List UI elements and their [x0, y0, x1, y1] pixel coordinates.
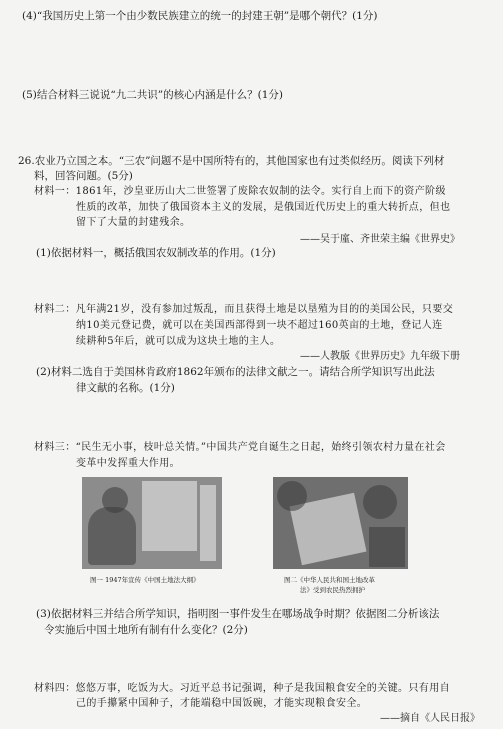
- q26-intro-line1: 26.农业乃立国之本。“三农”问题不是中国所特有的，其他国家也有过类似经历。阅读下列材: [18, 155, 445, 167]
- question-4: (4)“我国历史上第一个由少数民族建立的统一的封建王朝”是哪个朝代？(1分): [22, 10, 378, 22]
- material-1-line3: 留下了大量的封建残余。: [76, 217, 191, 228]
- sub-question-3-line1: (3)依据材料三并结合所学知识，指明图一事件发生在哪场战争时期？依据图二分析该法: [36, 608, 440, 620]
- material-2-line1: 材料二：凡年满21岁，没有参加过叛乱，而且获得土地是以垦殖为目的的美国公民，只要交: [34, 304, 454, 315]
- material-4-line2: 己的手攥紧中国种子，才能端稳中国饭碗，才能实现粮食安全。: [76, 698, 368, 709]
- material-1-line2: 性质的改革，加快了俄国资本主义的发展，是俄国近代历史上的重大转折点，但也: [76, 202, 451, 213]
- figure-2-caption-line2: 法》受到农民热烈拥护: [300, 586, 365, 594]
- figure-1-caption: 图一 1947年宣传《中国土地法大纲》: [90, 576, 200, 584]
- material-3-line2: 变革中发挥重大作用。: [76, 458, 180, 469]
- material-2-line3: 续耕种5年后，就可以成为这块土地的主人。: [76, 336, 281, 347]
- figure-2-photo: [273, 477, 408, 569]
- material-2-line2: 纳10美元登记费，就可以在美国西部得到一块不超过160英亩的土地，登记人连: [76, 320, 443, 331]
- sub-question-3-line2: 令实施后中国土地所有制有什么变化？(2分): [44, 624, 248, 636]
- material-1-line1: 材料一：1861年，沙皇亚历山大二世签署了废除农奴制的法令。实行自上而下的资产阶级: [34, 186, 446, 197]
- figure-1-photo: [82, 477, 222, 569]
- material-2-source: ——人教版《世界历史》九年级下册: [300, 351, 460, 362]
- material-4-line1: 材料四：悠悠万事，吃饭为大。习近平总书记强调，种子是我国粮食安全的关键。只有用自: [34, 683, 450, 694]
- material-3-line1: 材料三：“民生无小事，枝叶总关情。”中国共产党自诞生之日起，始终引领农村力量在社会: [34, 442, 446, 453]
- material-4-source: ——摘自《人民日报》: [380, 713, 480, 724]
- figure-2-caption-line1: 图二《中华人民共和国土地改革: [284, 576, 375, 584]
- q26-intro-line2: 料，回答问题。(5分): [34, 170, 133, 182]
- question-5: (5)结合材料三说说“九二共识”的核心内涵是什么？(1分): [22, 89, 283, 101]
- sub-question-2-line2: 律文献的名称。(1分): [76, 382, 175, 394]
- sub-question-2-line1: (2)材料二选自于美国林肯政府1862年颁布的法律文献之一。请结合所学知识写出此法: [36, 366, 435, 378]
- material-1-source: ——吴于廑、齐世荣主编《世界史》: [300, 234, 460, 245]
- sub-question-1: (1)依据材料一，概括俄国农奴制改革的作用。(1分): [36, 247, 276, 259]
